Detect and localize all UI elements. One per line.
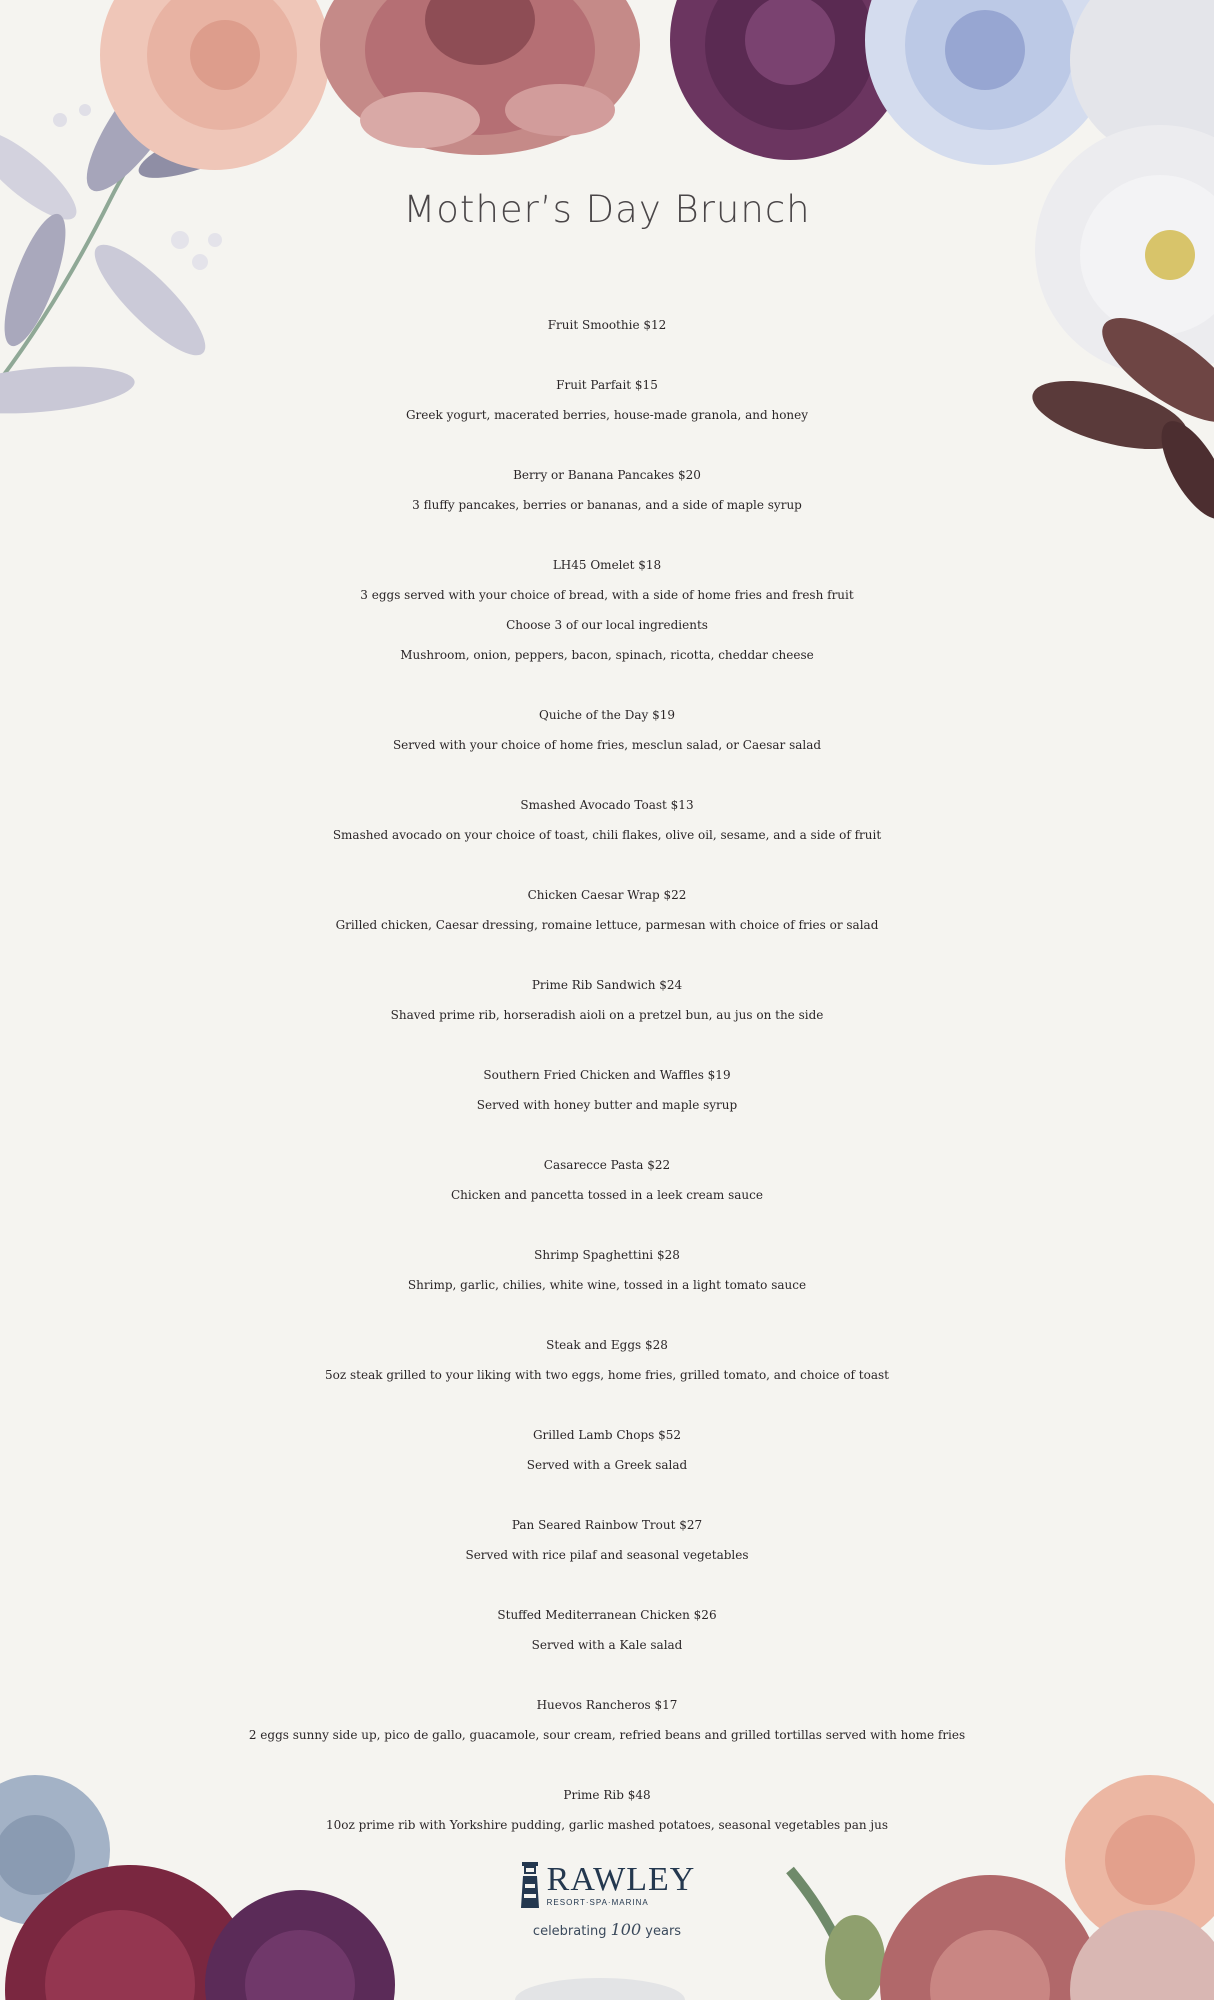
menu-item-description: Chicken and pancetta tossed in a leek cream sauce bbox=[451, 1188, 763, 1202]
menu-item-name: Prime Rib $48 bbox=[563, 1788, 651, 1802]
menu-item-description: Greek yogurt, macerated berries, house-made granola, and honey bbox=[405, 408, 809, 422]
menu-item-description: Served with your choice of home fries, mesclun salad, or Caesar salad bbox=[392, 738, 822, 752]
menu-item bbox=[0, 310, 1214, 340]
menu-item-name: Prime Rib Sandwich $24 bbox=[531, 978, 683, 992]
menu-item bbox=[0, 370, 1214, 430]
menu-item-description: Mushroom, onion, peppers, bacon, spinach, ricotta, cheddar cheese bbox=[400, 648, 814, 662]
menu-item-description: Choose 3 of our local ingredients bbox=[506, 618, 708, 632]
page-title: Mother’s Day Brunch bbox=[403, 188, 811, 231]
tagline-prefix: celebrating bbox=[532, 1924, 607, 1939]
tagline-suffix: years bbox=[645, 1924, 682, 1939]
menu-item-description: Served with honey butter and maple syrup bbox=[476, 1098, 738, 1112]
plum-peony bbox=[670, 0, 910, 160]
menu-item-description: 3 eggs served with your choice of bread, with a side of home fries and fresh fruit bbox=[360, 588, 854, 602]
menu-item bbox=[0, 970, 1214, 1030]
menu-item bbox=[0, 1330, 1214, 1390]
menu-item bbox=[0, 880, 1214, 940]
menu-item-name: Southern Fried Chicken and Waffles $19 bbox=[483, 1068, 731, 1082]
menu-item bbox=[0, 700, 1214, 760]
menu-item bbox=[0, 1240, 1214, 1300]
menu-item bbox=[0, 1510, 1214, 1570]
menu-item-name: Smashed Avocado Toast $13 bbox=[520, 798, 694, 812]
blue-rose bbox=[865, 0, 1115, 165]
menu-item-description: 10oz prime rib with Yorkshire pudding, garlic mashed potatoes, seasonal vegetables pan jus bbox=[325, 1818, 889, 1832]
menu-item bbox=[0, 1420, 1214, 1480]
menu-item-name: Huevos Rancheros $17 bbox=[536, 1698, 678, 1712]
menu-item-description: Served with rice pilaf and seasonal vegetables bbox=[465, 1548, 749, 1562]
menu-item-description: Smashed avocado on your choice of toast, chili flakes, olive oil, sesame, and a side of fruit bbox=[332, 828, 882, 842]
menu-item-name: Pan Seared Rainbow Trout $27 bbox=[511, 1518, 703, 1532]
menu-item bbox=[0, 550, 1214, 670]
menu-item bbox=[0, 1780, 1214, 1840]
menu-item bbox=[0, 460, 1214, 520]
blush-rose bbox=[100, 0, 330, 170]
mauve-peony bbox=[320, 0, 640, 155]
white-flower-bottom bbox=[515, 1978, 685, 2000]
menu-item-description: 3 fluffy pancakes, berries or bananas, and a side of maple syrup bbox=[412, 498, 802, 512]
menu-item-name: Fruit Smoothie $12 bbox=[547, 318, 667, 332]
brand-logo bbox=[519, 1860, 696, 1910]
menu-item-name: Casarecce Pasta $22 bbox=[543, 1158, 671, 1172]
menu-item-name: Quiche of the Day $19 bbox=[539, 708, 675, 722]
menu-item-description: 2 eggs sunny side up, pico de gallo, guacamole, sour cream, refried beans and grilled tortillas served with home fries bbox=[248, 1728, 966, 1742]
lighthouse-icon bbox=[519, 1860, 541, 1910]
menu-item-description: Served with a Greek salad bbox=[526, 1458, 688, 1472]
menu-item-description: Grilled chicken, Caesar dressing, romaine lettuce, parmesan with choice of fries or salad bbox=[335, 918, 879, 932]
menu-item bbox=[0, 790, 1214, 850]
menu-item-name: Fruit Parfait $15 bbox=[556, 378, 658, 392]
menu-item-name: Shrimp Spaghettini $28 bbox=[534, 1248, 680, 1262]
menu-item-description: Shrimp, garlic, chilies, white wine, tossed in a light tomato sauce bbox=[407, 1278, 807, 1292]
menu-item-name: Berry or Banana Pancakes $20 bbox=[513, 468, 701, 482]
menu-item-name: LH45 Omelet $18 bbox=[552, 558, 662, 572]
brand-name: RAWLEY bbox=[546, 1861, 696, 1898]
menu-item-description: Shaved prime rib, horseradish aioli on a pretzel bun, au jus on the side bbox=[390, 1008, 824, 1022]
footer bbox=[0, 1860, 1214, 1939]
menu-list bbox=[0, 310, 1214, 1870]
menu-item bbox=[0, 1150, 1214, 1210]
menu-item-name: Chicken Caesar Wrap $22 bbox=[527, 888, 687, 902]
menu-item-name: Grilled Lamb Chops $52 bbox=[532, 1428, 682, 1442]
menu-item-name: Stuffed Mediterranean Chicken $26 bbox=[497, 1608, 717, 1622]
brand-subtitle: RESORT·SPA·MARINA bbox=[546, 1898, 649, 1907]
menu-item-description: Served with a Kale salad bbox=[531, 1638, 683, 1652]
menu-item-name: Steak and Eggs $28 bbox=[546, 1338, 668, 1352]
tagline bbox=[0, 1920, 1214, 1939]
menu-item-description: 5oz steak grilled to your liking with two eggs, home fries, grilled tomato, and choice of toast bbox=[325, 1368, 889, 1382]
menu-item bbox=[0, 1600, 1214, 1660]
menu-item bbox=[0, 1690, 1214, 1750]
tagline-number: 100 bbox=[610, 1920, 642, 1939]
menu-item bbox=[0, 1060, 1214, 1120]
